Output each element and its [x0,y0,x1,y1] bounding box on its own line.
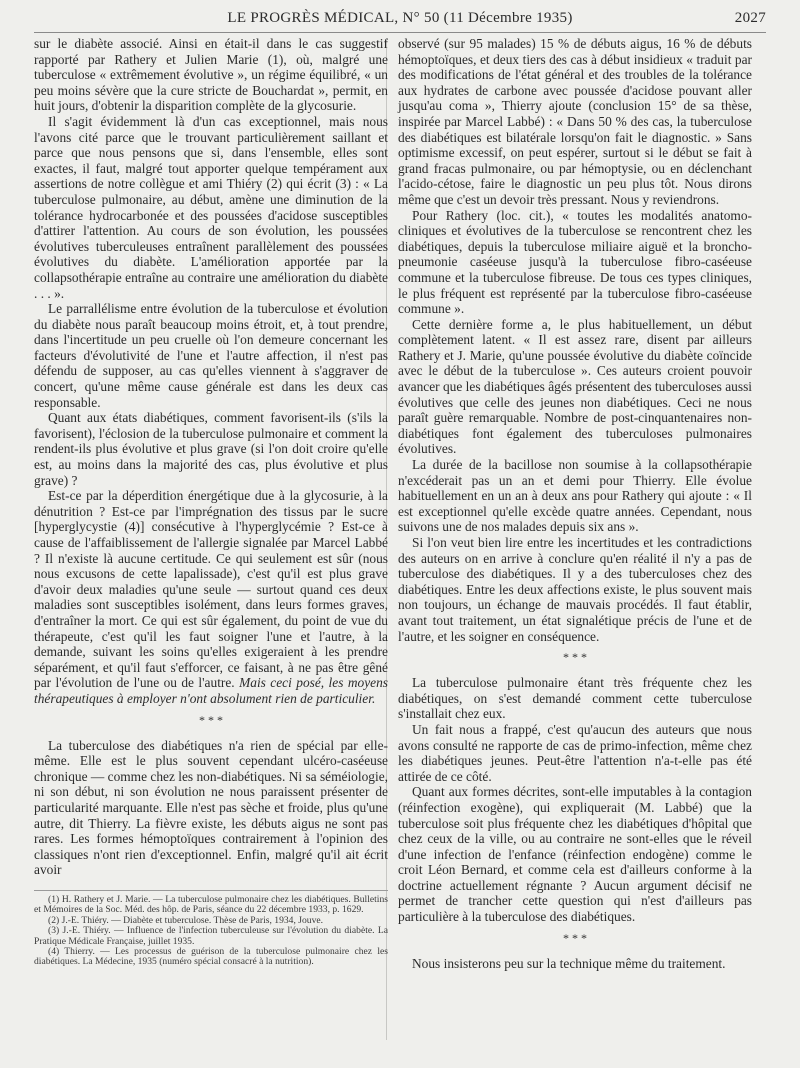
paragraph: Nous insisterons peu sur la technique même du traitement. [412,955,726,971]
paragraph: La tuberculose des diabétiques n'a rien de spécial par elle-même. Elle est le plus souvent cependant ulcéro-caséeuse chronique — comme chez les non-diabétiques. Ni sa séméiologie, ni son début, ni son évolution ne nous paraissent présenter de particularité marquante. Elle n'est pas sèche et froide, plus qu'une autre, dit Thierry. La fièvre existe, les débuts aigus ne sont pas rares. Les formes hémoptoïques contrairement à l'opinion des classiques n'ont rien d'exceptionnel. Enfin, malgré qu'il ait écrit avoir [34,737,389,878]
header-rule [34,32,766,33]
section-stars: * * * [563,930,587,945]
italic-sentence: Mais ceci posé, les moyens thérapeutiques à employer n'ont absolument rien de particulier. [34,675,388,706]
paragraph: Si l'on veut bien lire entre les incertitudes et les contradictions des auteurs on en arrive à conclure qu'en réalité il n'y a pas de tuberculose des diabétiques. Il y a des tuberculoses chez des diabétiques. Entre les deux affections existe, le plus souvent mais non toujours, un échange de mauvais procédés. Il faut établir, avant tout traitement, un état signalétique précis de l'une et de l'autre, et les soigner en conséquence. [398,535,752,644]
paragraph: Quant aux états diabétiques, comment favorisent-ils (s'ils la favorisent), l'éclosion de la tuberculose pulmonaire et comment la rendent-ils plus évolutive et plus grave (si l'on doit croire qu'elle est, au moins dans la majorité des cas, plus évolutive et plus grave) ? [34,410,388,488]
page-number: 2027 [734,10,766,26]
paragraph: Un fait nous a frappé, c'est qu'aucun des auteurs que nous avons consulté ne rapporte de cas de primo-infection, même chez les diabétiques jeunes. Peut-être l'attention n'a-t-elle pas été attirée de ce côté. [398,721,752,784]
right-column [398,36,752,971]
paragraph-text: Est-ce par la déperdition énergétique due à la glycosurie, à la dénutrition ? Est-ce par l'imprégnation des tissus par le sucre [hyperglycystie (4)] consécutive à l'hyperglycémie ? Est-ce à cause de l'affaiblissement de l'allergie signalée par Marcel Labbé ? Il n'existe là aucune certitude. Ce qui seulement est sûr (nous nous excusons de cette lapalissade), c'est qu'il est plus grave d'avoir deux maladies qu'une seule — surtout quand ces deux maladies sont susceptibles isolément, dans leurs formes graves, d'entraîner la mort. Ce qui est sûr également, du point de vue du thérapeute, c'est qu'il les faut soigner l'une et l'autre, à la demande, suivant les soins qu'elles exigeraient à les prendre séparément, et qu'il faut s'efforcer, ce faisant, à ne pas être gêné par l'évolution de l'une ou de l'autre. [34,488,388,691]
footnote-rule [34,890,388,891]
paragraph: Le parrallélisme entre évolution de la tuberculose et évolution du diabète nous paraît beaucoup moins étroit, et, à tout prendre, dans l'incertitude un peu cruelle où l'on demeure concernant les facteurs d'évolutivité de l'une et l'autre affection, il n'est pas défendu de supposer, au cas qu'elles viennent à s'aggraver de concert, qu'une même cause générale est dans les deux cas responsable. [34,301,388,410]
footnote: (1) H. Rathery et J. Marie. — La tuberculose pulmonaire chez les diabétiques. Bulletins et Mémoires de la Soc. Méd. des hôp. de Paris, séance du 22 décembre 1933, p. 1629. [34,893,388,916]
paragraph: Il s'agit évidemment là d'un cas exceptionnel, mais nous l'avons cité parce que le trouvant particulièrement saillant et parce que nous pensons que si, dans l'ensemble, elles sont exactes, il faut, malgré tout apporter quelque tempérament aux assertions de notre collègue et ami Thiéry (2) qui écrit (3) : « La tuberculose pulmonaire, au début, amène une diminution de la tolérance hydrocarbonée et des poussées d'acidose susceptibles d'attirer l'attention. Au cours de son évolution, les poussées évolutives tuberculeuses entraînent parallèlement des poussées évolutives du diabète. L'amélioration apportée par la collapsothérapie entraîne au contraire une amélioration du diabète . . . ». [34,113,388,301]
journal-title: LE PROGRÈS MÉDICAL, N° 50 (11 Décembre 1935) [227,10,573,26]
paragraph: Pour Rathery (loc. cit.), « toutes les modalités anatomo-cliniques et évolutives de la tuberculose se rencontrent chez les diabétiques, depuis la tuberculose miliaire aiguë et la broncho-pneumonie caséeuse jusqu'à la tuberculose fibro-caséeuse commune et la tuberculose fibreuse. De tous ces types cliniques, le plus fréquent est représenté par la tuberculose fibro-caséeuse commune ». [398,207,752,317]
footnotes [34,895,388,968]
paragraph [34,488,388,706]
section-stars: * * * [563,650,587,665]
footnote: (2) J.-E. Thiéry. — Diabète et tuberculose. Thèse de Paris, 1934, Jouve. [48,914,324,926]
paragraph: sur le diabète associé. Ainsi en était-il dans le cas suggestif rapporté par Rathery et Julien Marie (1), où, malgré une tuberculose « extrêmement évolutive », un régime équilibré, « un peu moins sévère que la cure stricte de Bouchardat », permit, en huit jours, d'obtenir la disparition complète de la glycosurie. [34,36,388,114]
paragraph: Quant aux formes décrites, sont-elle imputables à la contagion (réinfection exogène), qui expliquerait (M. Labbé) que la tuberculose soit plus fréquente chez les diabétiques d'hôpital que chez ceux de la ville, ou au contraire ne sont-elles que le réveil d'une infection de l'enfance (réinfection endogène) comme le croit Léon Bernard, et comme cela est d'ailleurs conforme à la doctrine actuellement régnante ? Aucun argument décisif ne permet de trancher cette question qui n'est d'ailleurs pas particulière à la tuberculose des diabétiques. [398,784,752,925]
running-header [34,10,766,34]
left-column [34,36,388,968]
footnote: (4) Thierry. — Les processus de guérison de la tuberculose pulmonaire chez les diabétiques. La Médecine, 1935 (numéro spécial consacré à la nutrition). [34,945,388,968]
paragraph: observé (sur 95 malades) 15 % de débuts aigus, 16 % de débuts hémoptoïques, et deux tiers des cas à début insidieux « traduit par des modifications de l'état général et des troubles de la tolérance aux hydrates de carbone avec poussée d'acidose pouvant aller jusqu'au coma », Thierry ajoute (conclusion 15° de sa thèse, inspirée par Marcel Labbé) : « Dans 50 % des cas, la tuberculose des diabétiques est bilatérale lorsqu'on fait le diagnostic. » Sans optimisme excessif, on peut espérer, surtout si le début se fait à grand fracas pulmonaire, ou par hémoptysie, ou en déclenchant l'acido-cétose, faire le diagnostic un peu plus tôt. Nous dirons même que c'est un devoir très pressant. Nous y reviendrons. [398,36,752,207]
paragraph: La durée de la bacillose non soumise à la collapsothérapie n'excéderait pas un an et demi pour Thierry. Elle évolue habituellement en un an à deux ans pour Rathery qui ajoute : « Il est exceptionnel qu'elle excède quatre années. Cependant, nous suivons une de nos malades depuis six ans ». [398,457,752,535]
footnote: (3) J.-E. Thiéry. — Influence de l'infection tuberculeuse sur l'évolution du diabète. La Pratique Médicale Française, juillet 1935. [34,925,388,947]
paragraph: Cette dernière forme a, le plus habituellement, un début complètement latent. « Il est assez rare, disent par ailleurs Rathery et J. Marie, qu'une poussée évolutive du diabète coïncide avec le début de la tuberculose ». Ces auteurs croient pouvoir avancer que les diabétiques âgés présentent des tuberculoses aussi évolutives que celle des jeunes non diabétiques. Ceci ne nous paraît guère remarquable. Nombre de post-cinquantenaires non-diabétiques font également des tuberculoses pulmonaires évolutives. [398,316,752,457]
paragraph: La tuberculose pulmonaire étant très fréquente chez les diabétiques, on s'est demandé comment cette tuberculose s'installait chez eux. [398,675,752,722]
section-stars: * * * [199,712,223,727]
